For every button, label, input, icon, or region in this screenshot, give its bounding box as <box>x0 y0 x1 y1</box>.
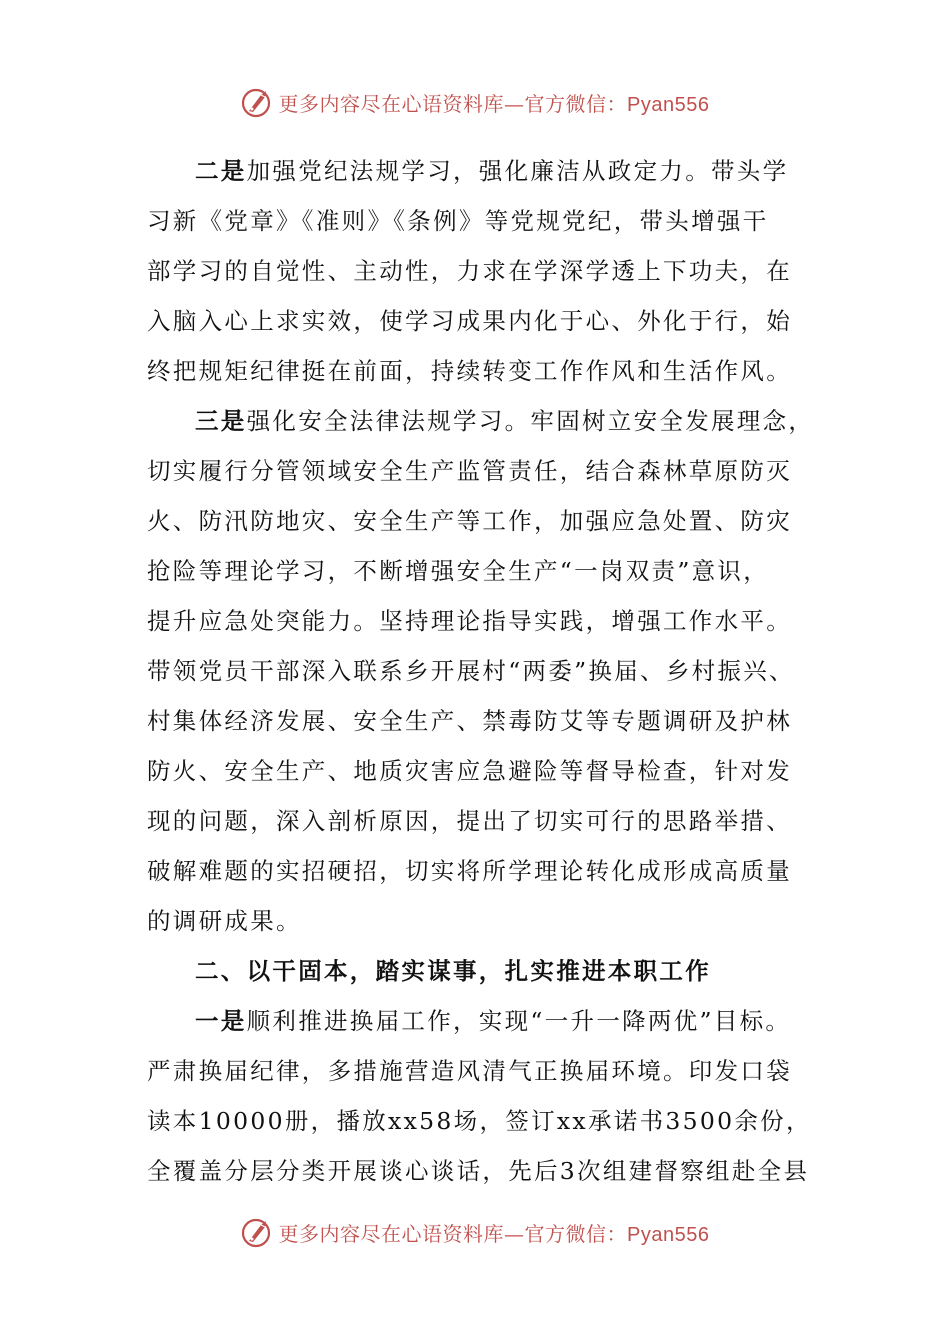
paragraph-line: 切实履行分管领域安全生产监管责任，结合森林草原防灭 <box>147 457 792 485</box>
paragraph-line: 现的问题，深入剖析原因，提出了切实可行的思路举措、 <box>147 807 792 835</box>
paragraph-line: 村集体经济发展、安全生产、禁毒防艾等专题调研及护林 <box>147 707 792 735</box>
paragraph-line: 的调研成果。 <box>147 907 302 935</box>
paragraph-line: 抢险等理论学习，不断增强安全生产“一岗双责”意识， <box>147 557 770 585</box>
paragraph-line: 读本10000册，播放xx58场，签订xx承诺书3500余份， <box>147 1107 812 1135</box>
watermark-account: Pyan556 <box>627 1223 710 1246</box>
paragraph-line: 习新《党章》《准则》《条例》等党规党纪，带头增强干 <box>147 207 769 235</box>
pen-nib-circle-icon <box>241 1215 275 1249</box>
document-body <box>147 146 815 1196</box>
paragraph-line: 防火、安全生产、地质灾害应急避险等督导检查，针对发 <box>147 757 792 785</box>
header-watermark-banner <box>0 82 950 122</box>
paragraph-line: 终把规矩纪律挺在前面，持续转变工作作风和生活作风。 <box>147 357 792 385</box>
paragraph-lead: 一是 <box>195 1007 247 1035</box>
section-heading: 二、以干固本，踏实谋事，扎实推进本职工作 <box>195 957 711 985</box>
watermark-text: 更多内容尽在心语资料库—官方微信：Pyan556 <box>278 1221 710 1246</box>
paragraph-line: 三是强化安全法律法规学习。牢固树立安全发展理念， <box>195 407 815 435</box>
paragraph-line: 提升应急处突能力。坚持理论指导实践，增强工作水平。 <box>147 607 792 635</box>
paragraph-line: 部学习的自觉性、主动性，力求在学深学透上下功夫，在 <box>147 257 792 285</box>
paragraph-line: 二是加强党纪法规学习，强化廉洁从政定力。带头学 <box>195 157 789 185</box>
pen-nib-circle-icon <box>241 85 275 119</box>
watermark-account: Pyan556 <box>627 93 710 116</box>
paragraph-line: 一是顺利推进换届工作，实现“一升一降两优”目标。 <box>195 1007 792 1035</box>
paragraph-line: 入脑入心上求实效，使学习成果内化于心、外化于行，始 <box>147 307 792 335</box>
watermark-text: 更多内容尽在心语资料库—官方微信：Pyan556 <box>278 91 710 116</box>
paragraph-line: 破解难题的实招硬招，切实将所学理论转化成形成高质量 <box>147 857 792 885</box>
paragraph-line: 全覆盖分层分类开展谈心谈话，先后3次组建督察组赴全县 <box>147 1157 810 1185</box>
paragraph-line: 严肃换届纪律，多措施营造风清气正换届环境。印发口袋 <box>147 1057 792 1085</box>
paragraph-line: 带领党员干部深入联系乡开展村“两委”换届、乡村振兴、 <box>147 657 795 685</box>
paragraph-line: 火、防汛防地灾、安全生产等工作，加强应急处置、防灾 <box>147 507 792 535</box>
paragraph-lead: 二是 <box>195 157 247 185</box>
footer-watermark-banner <box>0 1212 950 1252</box>
paragraph-lead: 三是 <box>195 407 247 435</box>
